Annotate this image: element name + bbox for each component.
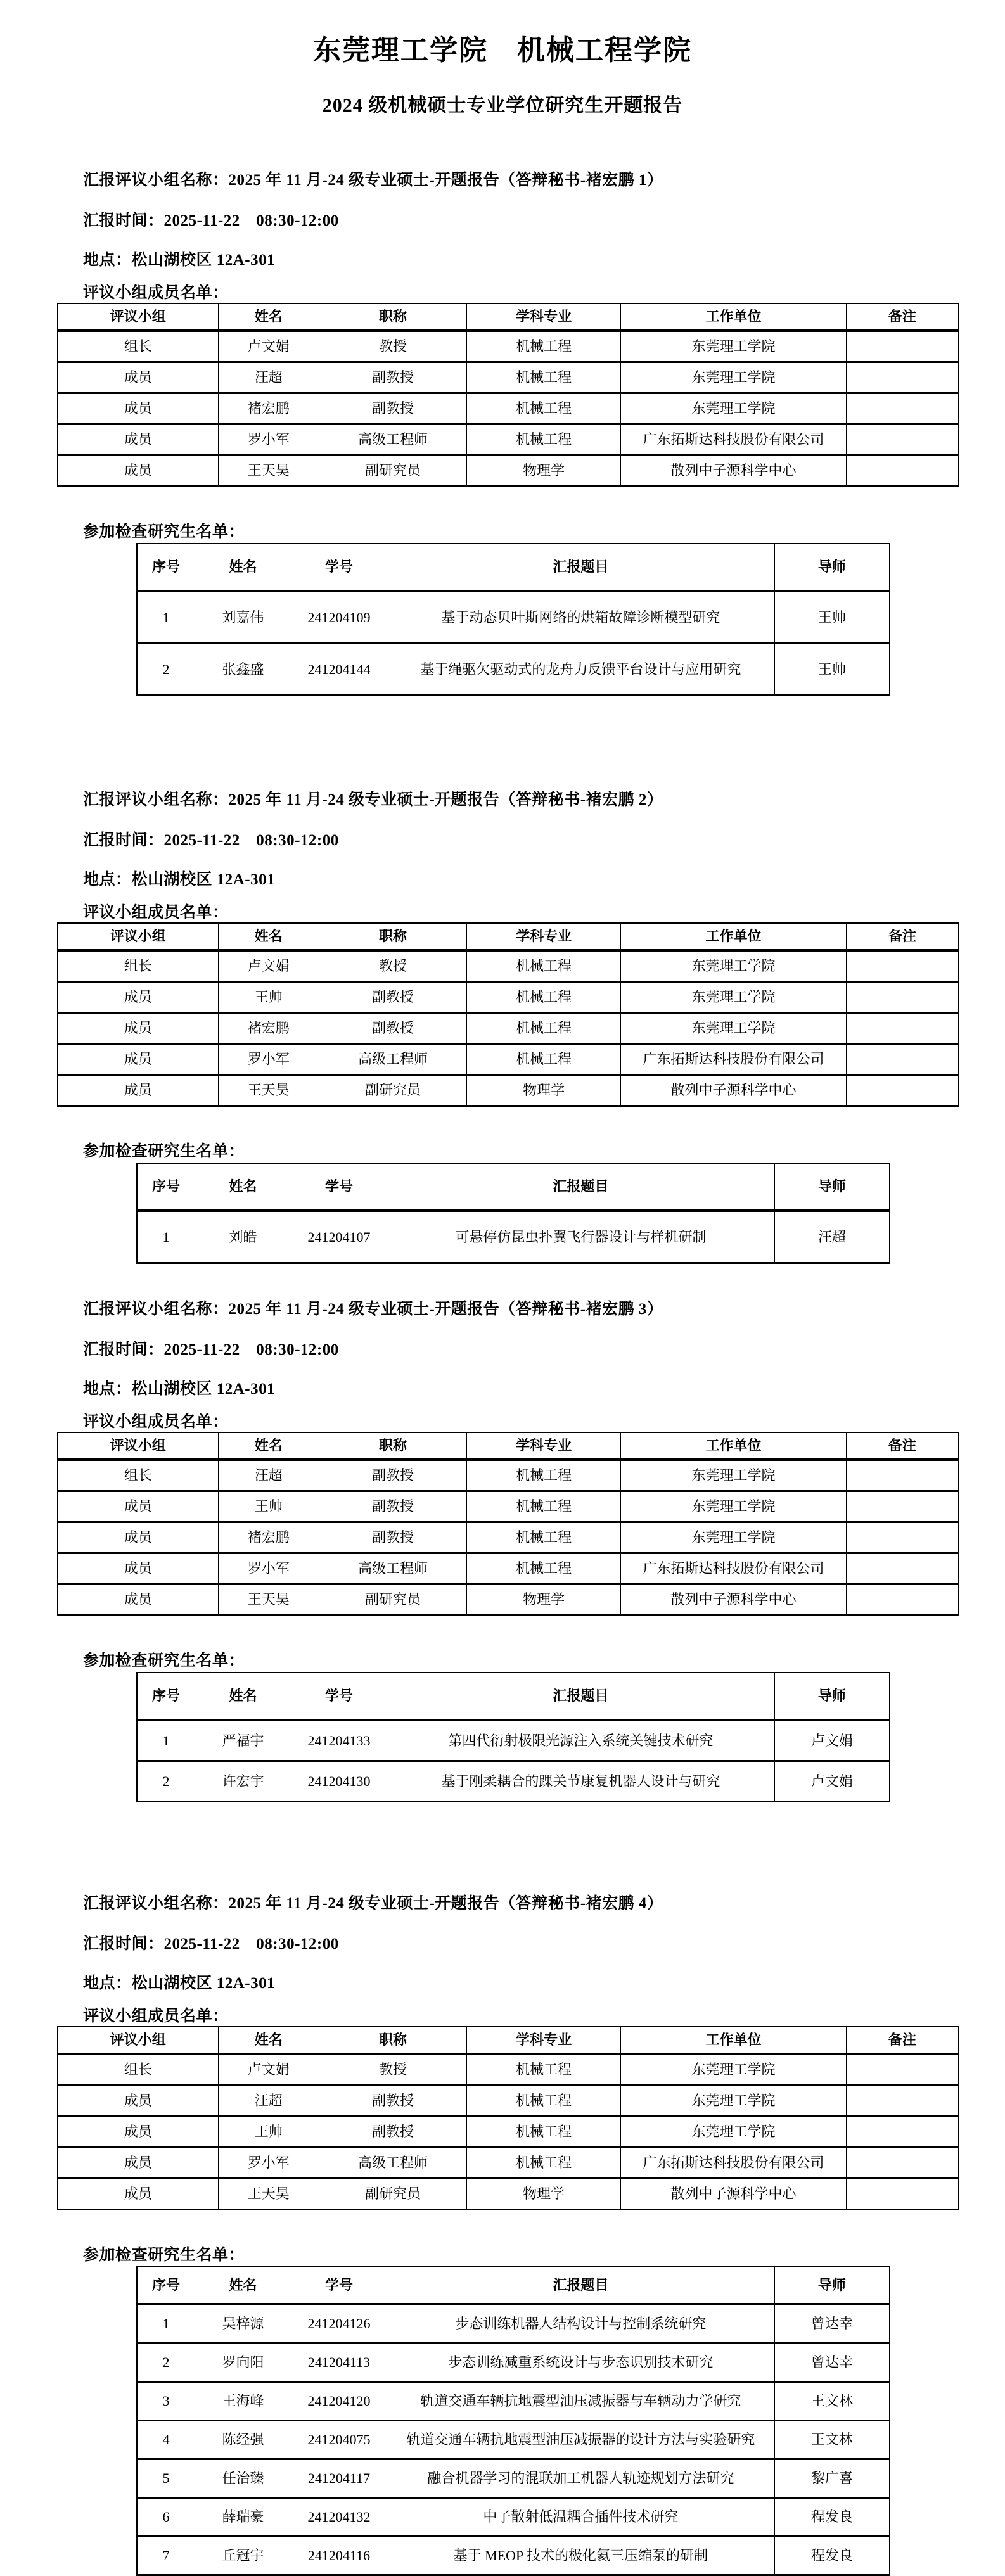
table-cell: 褚宏鹏 xyxy=(218,1522,319,1553)
table-cell: 广东拓斯达科技股份有限公司 xyxy=(621,1553,847,1584)
report-section-2 xyxy=(0,789,1005,1264)
table-cell: 汪超 xyxy=(774,1211,890,1263)
table-row xyxy=(58,1460,959,1491)
table-cell xyxy=(846,331,959,362)
column-header: 姓名 xyxy=(218,923,319,950)
table-cell: 7 xyxy=(137,2537,195,2575)
table-cell: 可悬停仿昆虫扑翼飞行器设计与样机研制 xyxy=(387,1211,774,1263)
table-cell: 机械工程 xyxy=(467,1013,621,1044)
column-header: 职称 xyxy=(319,923,466,950)
table-row xyxy=(58,1075,959,1106)
column-header: 工作单位 xyxy=(621,923,847,950)
column-header: 工作单位 xyxy=(621,2027,847,2054)
table-cell: 王天昊 xyxy=(218,2179,319,2210)
table-cell: 汪超 xyxy=(218,362,319,393)
table-cell: 241204075 xyxy=(291,2421,387,2459)
table-cell: 5 xyxy=(137,2459,195,2498)
table-cell: 机械工程 xyxy=(467,950,621,982)
table-cell: 王天昊 xyxy=(218,1075,319,1106)
table-cell: 高级工程师 xyxy=(319,1044,466,1075)
table-cell: 副研究员 xyxy=(319,2179,466,2210)
table-cell xyxy=(846,2117,959,2148)
column-header: 职称 xyxy=(319,2027,466,2054)
column-header: 序号 xyxy=(137,2267,195,2304)
table-row xyxy=(137,644,890,696)
table-cell xyxy=(846,1460,959,1491)
table-cell: 物理学 xyxy=(467,1075,621,1106)
member-table xyxy=(57,1432,959,1616)
student-table xyxy=(136,1672,890,1802)
table-cell: 副研究员 xyxy=(319,1075,466,1106)
table-cell: 241204132 xyxy=(291,2498,387,2537)
location-line: 地点：松山湖校区 12A-301 xyxy=(83,252,276,269)
table-row xyxy=(137,2537,890,2575)
table-cell: 成员 xyxy=(58,1491,218,1522)
table-row xyxy=(58,2086,959,2117)
table-cell xyxy=(846,456,959,487)
table-cell: 王帅 xyxy=(774,644,890,696)
students-list-label: 参加检查研究生名单： xyxy=(83,2247,245,2264)
table-cell: 组长 xyxy=(58,1460,218,1491)
table-cell: 散列中子源科学中心 xyxy=(621,1075,847,1106)
report-section-3 xyxy=(0,1299,1005,1802)
table-cell: 刘嘉伟 xyxy=(195,591,291,644)
table-cell: 教授 xyxy=(319,331,466,362)
location-line: 地点：松山湖校区 12A-301 xyxy=(83,1380,276,1398)
table-cell: 基于刚柔耦合的踝关节康复机器人设计与研究 xyxy=(387,1761,774,1802)
table-row xyxy=(58,1553,959,1584)
table-cell: 241204144 xyxy=(291,644,387,696)
table-cell: 轨道交通车辆抗地震型油压减振器与车辆动力学研究 xyxy=(387,2382,774,2421)
table-cell: 高级工程师 xyxy=(319,1553,466,1584)
column-header: 姓名 xyxy=(195,1163,291,1211)
table-cell xyxy=(846,1075,959,1106)
table-cell: 王天昊 xyxy=(218,1584,319,1616)
table-cell: 机械工程 xyxy=(467,982,621,1013)
column-header: 评议小组 xyxy=(58,2027,218,2054)
column-header: 学号 xyxy=(291,544,387,591)
report-section-1 xyxy=(0,170,1005,696)
table-cell: 4 xyxy=(137,2421,195,2459)
table-cell: 1 xyxy=(137,2304,195,2343)
column-header: 姓名 xyxy=(195,1673,291,1720)
table-cell: 卢文娟 xyxy=(218,950,319,982)
group-name-line: 汇报评议小组名称：2025 年 11 月-24 级专业硕士-开题报告（答辩秘书-褚宏鹏 3） xyxy=(83,1301,663,1318)
table-cell: 东莞理工学院 xyxy=(621,1491,847,1522)
table-cell: 机械工程 xyxy=(467,2086,621,2117)
table-cell: 丘冠宇 xyxy=(195,2537,291,2575)
members-list-label: 评议小组成员名单： xyxy=(83,904,229,921)
table-cell xyxy=(846,393,959,424)
table-row xyxy=(137,1211,890,1263)
group-name-line: 汇报评议小组名称：2025 年 11 月-24 级专业硕士-开题报告（答辩秘书-褚宏鹏 4） xyxy=(83,1895,663,1912)
column-header: 序号 xyxy=(137,544,195,591)
table-cell: 吴梓源 xyxy=(195,2304,291,2343)
table-cell: 东莞理工学院 xyxy=(621,1460,847,1491)
table-cell: 汪超 xyxy=(218,1460,319,1491)
column-header: 工作单位 xyxy=(621,303,847,331)
table-cell: 卢文娟 xyxy=(218,2054,319,2086)
table-cell: 成员 xyxy=(58,2086,218,2117)
table-cell: 王文林 xyxy=(774,2421,890,2459)
table-cell: 陈经强 xyxy=(195,2421,291,2459)
table-header-row xyxy=(58,923,959,950)
column-header: 学号 xyxy=(291,2267,387,2304)
table-cell xyxy=(846,362,959,393)
column-header: 学科专业 xyxy=(467,923,621,950)
column-header: 评议小组 xyxy=(58,1432,218,1460)
table-row xyxy=(58,2117,959,2148)
table-cell: 成员 xyxy=(58,1044,218,1075)
table-cell: 东莞理工学院 xyxy=(621,362,847,393)
member-table xyxy=(57,303,959,487)
table-cell: 成员 xyxy=(58,2148,218,2179)
column-header: 汇报题目 xyxy=(387,1673,774,1720)
table-row xyxy=(137,2498,890,2537)
member-table xyxy=(57,2026,959,2210)
table-row xyxy=(137,2421,890,2459)
table-cell: 教授 xyxy=(319,950,466,982)
table-cell: 东莞理工学院 xyxy=(621,331,847,362)
table-cell: 东莞理工学院 xyxy=(621,2117,847,2148)
table-cell: 副教授 xyxy=(319,2117,466,2148)
table-row xyxy=(137,591,890,644)
report-section-4 xyxy=(0,1893,1005,2576)
table-cell: 卢文娟 xyxy=(774,1761,890,1802)
table-cell: 成员 xyxy=(58,456,218,487)
table-cell: 2 xyxy=(137,1761,195,1802)
table-cell: 中子散射低温耦合插件技术研究 xyxy=(387,2498,774,2537)
table-cell: 曾达幸 xyxy=(774,2304,890,2343)
table-row xyxy=(58,2148,959,2179)
column-header: 评议小组 xyxy=(58,303,218,331)
table-cell: 王文林 xyxy=(774,2382,890,2421)
table-cell: 2 xyxy=(137,644,195,696)
table-cell: 成员 xyxy=(58,982,218,1013)
table-cell: 成员 xyxy=(58,1584,218,1616)
table-cell: 241204113 xyxy=(291,2343,387,2382)
table-header-row xyxy=(137,2267,890,2304)
table-cell xyxy=(846,1522,959,1553)
table-cell xyxy=(846,2179,959,2210)
table-cell: 副教授 xyxy=(319,1491,466,1522)
table-cell: 1 xyxy=(137,1211,195,1263)
table-cell: 卢文娟 xyxy=(774,1720,890,1761)
table-cell: 东莞理工学院 xyxy=(621,1522,847,1553)
table-row xyxy=(58,1522,959,1553)
column-header: 职称 xyxy=(319,303,466,331)
table-row xyxy=(58,2054,959,2086)
students-list-label: 参加检查研究生名单： xyxy=(83,523,245,540)
table-cell: 张鑫盛 xyxy=(195,644,291,696)
table-cell: 副教授 xyxy=(319,982,466,1013)
table-cell: 东莞理工学院 xyxy=(621,393,847,424)
table-row xyxy=(137,2382,890,2421)
table-cell: 东莞理工学院 xyxy=(621,950,847,982)
table-cell: 高级工程师 xyxy=(319,424,466,456)
table-row xyxy=(58,1013,959,1044)
members-list-label: 评议小组成员名单： xyxy=(83,284,229,302)
table-cell: 成员 xyxy=(58,2117,218,2148)
report-time-line: 汇报时间：2025-11-22 08:30-12:00 xyxy=(83,1935,339,1953)
table-cell: 程发良 xyxy=(774,2498,890,2537)
table-row xyxy=(58,331,959,362)
table-cell: 东莞理工学院 xyxy=(621,1013,847,1044)
table-cell: 机械工程 xyxy=(467,1044,621,1075)
table-cell: 机械工程 xyxy=(467,393,621,424)
table-cell: 副教授 xyxy=(319,362,466,393)
table-header-row xyxy=(137,544,890,591)
table-cell: 曾达幸 xyxy=(774,2343,890,2382)
table-cell: 6 xyxy=(137,2498,195,2537)
table-cell: 241204117 xyxy=(291,2459,387,2498)
students-list-label: 参加检查研究生名单： xyxy=(83,1652,245,1669)
table-cell xyxy=(846,1013,959,1044)
table-cell: 成员 xyxy=(58,2179,218,2210)
group-name-line: 汇报评议小组名称：2025 年 11 月-24 级专业硕士-开题报告（答辩秘书-褚宏鹏 1） xyxy=(83,172,663,189)
location-line: 地点：松山湖校区 12A-301 xyxy=(83,871,276,888)
member-table xyxy=(57,922,959,1107)
column-header: 学号 xyxy=(291,1163,387,1211)
column-header: 学号 xyxy=(291,1673,387,1720)
table-cell xyxy=(846,950,959,982)
table-cell: 罗小军 xyxy=(218,1553,319,1584)
table-cell: 机械工程 xyxy=(467,1491,621,1522)
table-cell: 第四代衍射极限光源注入系统关键技术研究 xyxy=(387,1720,774,1761)
column-header: 学科专业 xyxy=(467,1432,621,1460)
table-cell: 广东拓斯达科技股份有限公司 xyxy=(621,1044,847,1075)
column-header: 汇报题目 xyxy=(387,1163,774,1211)
table-cell: 组长 xyxy=(58,331,218,362)
report-time-line: 汇报时间：2025-11-22 08:30-12:00 xyxy=(83,1341,339,1358)
location-line: 地点：松山湖校区 12A-301 xyxy=(83,1975,276,1992)
table-cell: 程发良 xyxy=(774,2537,890,2575)
table-cell: 王帅 xyxy=(218,1491,319,1522)
table-cell: 组长 xyxy=(58,950,218,982)
table-cell: 物理学 xyxy=(467,1584,621,1616)
table-cell xyxy=(846,1584,959,1616)
table-row xyxy=(58,1584,959,1616)
table-cell: 机械工程 xyxy=(467,1553,621,1584)
table-cell: 副教授 xyxy=(319,1460,466,1491)
table-cell: 机械工程 xyxy=(467,331,621,362)
table-row xyxy=(58,362,959,393)
students-list-label: 参加检查研究生名单： xyxy=(83,1143,245,1160)
table-row xyxy=(58,2179,959,2210)
column-header: 姓名 xyxy=(195,2267,291,2304)
table-cell: 物理学 xyxy=(467,2179,621,2210)
table-cell: 机械工程 xyxy=(467,2054,621,2086)
table-cell: 2 xyxy=(137,2343,195,2382)
column-header: 备注 xyxy=(846,923,959,950)
table-cell: 241204133 xyxy=(291,1720,387,1761)
table-cell: 罗向阳 xyxy=(195,2343,291,2382)
table-cell: 副教授 xyxy=(319,1013,466,1044)
table-cell: 241204130 xyxy=(291,1761,387,1802)
table-cell: 副研究员 xyxy=(319,456,466,487)
table-header-row xyxy=(58,303,959,331)
report-time-line: 汇报时间：2025-11-22 08:30-12:00 xyxy=(83,212,339,229)
table-cell: 东莞理工学院 xyxy=(621,2086,847,2117)
column-header: 学科专业 xyxy=(467,303,621,331)
table-cell: 褚宏鹏 xyxy=(218,1013,319,1044)
table-cell: 薛瑞豪 xyxy=(195,2498,291,2537)
table-cell: 卢文娟 xyxy=(218,331,319,362)
table-cell: 许宏宇 xyxy=(195,1761,291,1802)
table-cell: 任治臻 xyxy=(195,2459,291,2498)
table-cell: 机械工程 xyxy=(467,1460,621,1491)
table-row xyxy=(137,1720,890,1761)
table-cell: 成员 xyxy=(58,1013,218,1044)
table-cell xyxy=(846,2054,959,2086)
table-cell: 王帅 xyxy=(218,2117,319,2148)
table-cell: 组长 xyxy=(58,2054,218,2086)
group-name-line: 汇报评议小组名称：2025 年 11 月-24 级专业硕士-开题报告（答辩秘书-褚宏鹏 2） xyxy=(83,791,663,808)
table-cell: 1 xyxy=(137,1720,195,1761)
table-row xyxy=(137,2304,890,2343)
table-cell: 机械工程 xyxy=(467,1522,621,1553)
table-cell: 副研究员 xyxy=(319,1584,466,1616)
table-cell: 3 xyxy=(137,2382,195,2421)
table-cell: 基于 MEOP 技术的极化氦三压缩泵的研制 xyxy=(387,2537,774,2575)
table-cell: 罗小军 xyxy=(218,424,319,456)
table-row xyxy=(137,2343,890,2382)
members-list-label: 评议小组成员名单： xyxy=(83,2008,229,2025)
table-cell: 刘皓 xyxy=(195,1211,291,1263)
table-cell: 教授 xyxy=(319,2054,466,2086)
table-cell: 副教授 xyxy=(319,2086,466,2117)
table-cell: 黎广喜 xyxy=(774,2459,890,2498)
column-header: 评议小组 xyxy=(58,923,218,950)
table-cell: 罗小军 xyxy=(218,2148,319,2179)
table-row xyxy=(137,1761,890,1802)
column-header: 姓名 xyxy=(218,303,319,331)
table-cell: 基于动态贝叶斯网络的烘箱故障诊断模型研究 xyxy=(387,591,774,644)
student-table xyxy=(136,1163,890,1264)
table-cell: 基于绳驱欠驱动式的龙舟力反馈平台设计与应用研究 xyxy=(387,644,774,696)
table-cell: 机械工程 xyxy=(467,2148,621,2179)
column-header: 汇报题目 xyxy=(387,2267,774,2304)
table-cell: 1 xyxy=(137,591,195,644)
table-cell: 241204116 xyxy=(291,2537,387,2575)
table-cell: 241204107 xyxy=(291,1211,387,1263)
table-cell: 严福宇 xyxy=(195,1720,291,1761)
column-header: 备注 xyxy=(846,2027,959,2054)
table-cell xyxy=(846,982,959,1013)
table-row xyxy=(58,393,959,424)
table-row xyxy=(58,982,959,1013)
table-row xyxy=(58,456,959,487)
table-cell xyxy=(846,1044,959,1075)
table-cell: 步态训练机器人结构设计与控制系统研究 xyxy=(387,2304,774,2343)
report-time-line: 汇报时间：2025-11-22 08:30-12:00 xyxy=(83,832,339,849)
table-cell: 成员 xyxy=(58,1553,218,1584)
table-cell: 王帅 xyxy=(774,591,890,644)
table-cell: 高级工程师 xyxy=(319,2148,466,2179)
table-cell: 融合机器学习的混联加工机器人轨迹规划方法研究 xyxy=(387,2459,774,2498)
table-cell: 王帅 xyxy=(218,982,319,1013)
table-row xyxy=(58,424,959,456)
table-cell: 成员 xyxy=(58,362,218,393)
table-cell: 东莞理工学院 xyxy=(621,2054,847,2086)
table-cell: 散列中子源科学中心 xyxy=(621,1584,847,1616)
column-header: 导师 xyxy=(774,544,890,591)
student-table xyxy=(136,543,890,696)
table-cell xyxy=(846,2086,959,2117)
column-header: 备注 xyxy=(846,1432,959,1460)
table-cell: 东莞理工学院 xyxy=(621,982,847,1013)
table-cell: 王天昊 xyxy=(218,456,319,487)
table-cell: 广东拓斯达科技股份有限公司 xyxy=(621,2148,847,2179)
table-cell: 轨道交通车辆抗地震型油压减振器的设计方法与实验研究 xyxy=(387,2421,774,2459)
table-cell xyxy=(846,1491,959,1522)
page-title: 东莞理工学院 机械工程学院 xyxy=(313,35,692,66)
column-header: 导师 xyxy=(774,2267,890,2304)
column-header: 学科专业 xyxy=(467,2027,621,2054)
table-cell: 241204126 xyxy=(291,2304,387,2343)
table-cell: 褚宏鹏 xyxy=(218,393,319,424)
column-header: 工作单位 xyxy=(621,1432,847,1460)
column-header: 导师 xyxy=(774,1673,890,1720)
table-header-row xyxy=(58,1432,959,1460)
members-list-label: 评议小组成员名单： xyxy=(83,1413,229,1431)
column-header: 职称 xyxy=(319,1432,466,1460)
column-header: 导师 xyxy=(774,1163,890,1211)
table-cell: 机械工程 xyxy=(467,424,621,456)
table-cell: 汪超 xyxy=(218,2086,319,2117)
table-cell: 副教授 xyxy=(319,393,466,424)
column-header: 姓名 xyxy=(218,1432,319,1460)
table-cell: 成员 xyxy=(58,424,218,456)
column-header: 姓名 xyxy=(195,544,291,591)
table-cell: 罗小军 xyxy=(218,1044,319,1075)
column-header: 汇报题目 xyxy=(387,544,774,591)
table-cell: 广东拓斯达科技股份有限公司 xyxy=(621,424,847,456)
table-row xyxy=(58,1491,959,1522)
table-cell: 241204109 xyxy=(291,591,387,644)
table-cell: 机械工程 xyxy=(467,2117,621,2148)
table-cell: 成员 xyxy=(58,1522,218,1553)
table-cell: 机械工程 xyxy=(467,362,621,393)
student-table xyxy=(136,2266,890,2576)
table-cell: 物理学 xyxy=(467,456,621,487)
table-cell: 副教授 xyxy=(319,1522,466,1553)
table-header-row xyxy=(58,2027,959,2054)
table-cell: 散列中子源科学中心 xyxy=(621,2179,847,2210)
table-cell: 步态训练减重系统设计与步态识别技术研究 xyxy=(387,2343,774,2382)
table-cell xyxy=(846,1553,959,1584)
table-row xyxy=(58,950,959,982)
page-subtitle: 2024 级机械硕士专业学位研究生开题报告 xyxy=(322,95,683,116)
table-header-row xyxy=(137,1673,890,1720)
table-cell: 散列中子源科学中心 xyxy=(621,456,847,487)
table-row xyxy=(137,2459,890,2498)
table-cell xyxy=(846,424,959,456)
table-header-row xyxy=(137,1163,890,1211)
table-cell xyxy=(846,2148,959,2179)
column-header: 序号 xyxy=(137,1673,195,1720)
table-cell: 王海峰 xyxy=(195,2382,291,2421)
table-row xyxy=(58,1044,959,1075)
column-header: 备注 xyxy=(846,303,959,331)
column-header: 姓名 xyxy=(218,2027,319,2054)
column-header: 序号 xyxy=(137,1163,195,1211)
table-cell: 成员 xyxy=(58,393,218,424)
table-cell: 241204120 xyxy=(291,2382,387,2421)
table-cell: 成员 xyxy=(58,1075,218,1106)
